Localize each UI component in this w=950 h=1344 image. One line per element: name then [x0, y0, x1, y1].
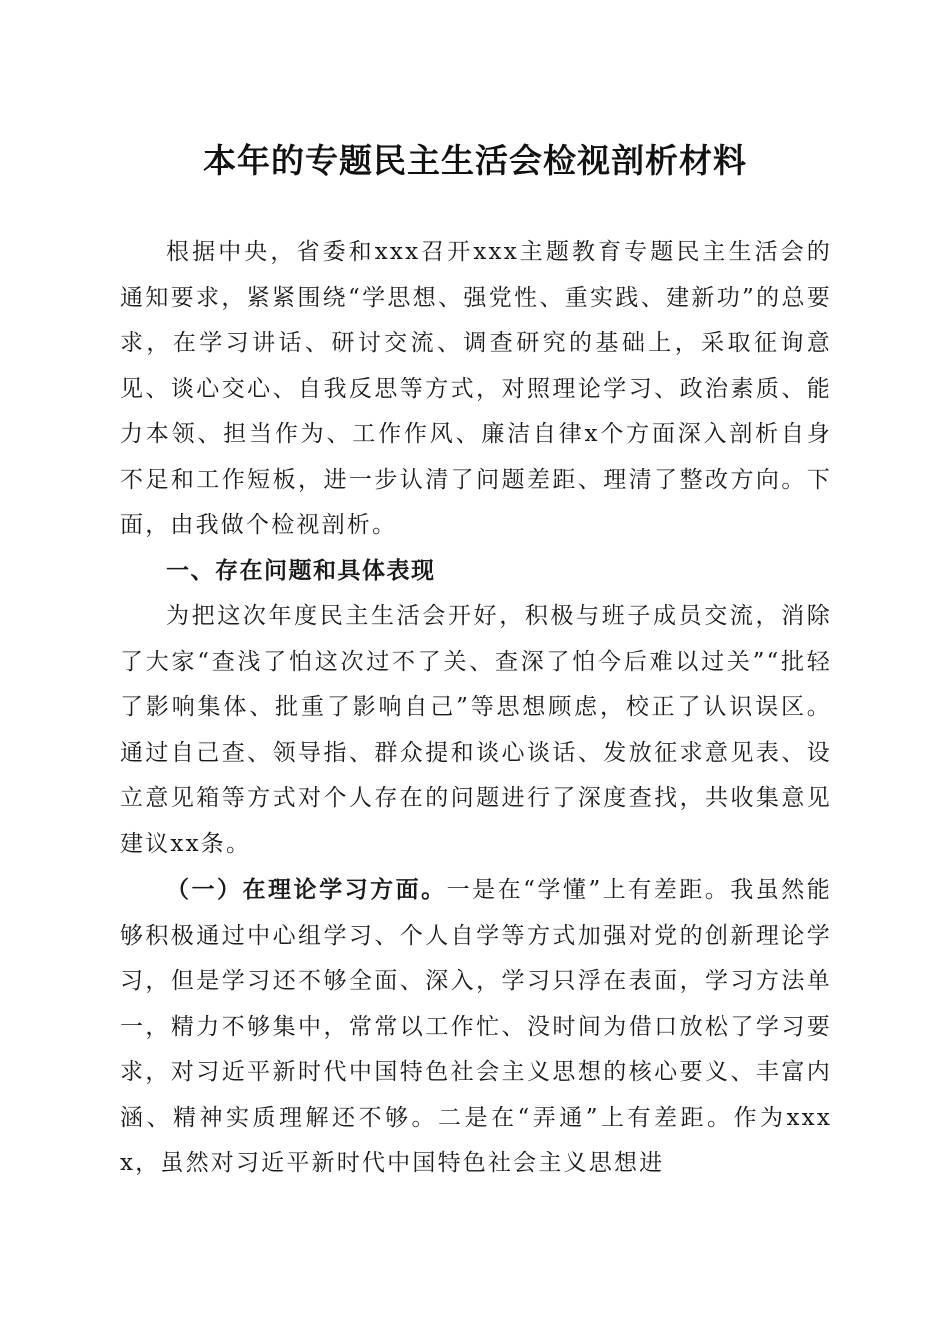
- subsection-text: 一是在“学懂”上有差距。我虽然能够积极通过中心组学习、个人自学等方式加强对党的创新理论学习，但是学习还不够全面、深入，学习只浮在表面，学习方法单一，精力不够集中，常常以工作忙、没时间为借口放松了学习要求，对习近平新时代中国特色社会主义思想的核心要义、丰富内涵、精神实质理解还不够。二是在“弄通”上有差距。作为xxxx，虽然对习近平新时代中国特色社会主义思想进: [120, 877, 833, 1176]
- section-paragraph: 为把这次年度民主生活会开好，积极与班子成员交流，消除了大家“查浅了怕这次过不了关、查深了怕今后难以过关”“批轻了影响集体、批重了影响自己”等思想顾虑，校正了认识误区。通过自己查、领导指、群众提和谈心谈话、发放征求意见表、设立意见箱等方式对个人存在的问题进行了深度查找，共收集意见建议xx条。: [120, 603, 832, 857]
- subsection-lead: （一）在理论学习方面。: [166, 876, 447, 903]
- intro-paragraph: 根据中央，省委和xxx召开xxx主题教育专题民主生活会的通知要求，紧紧围绕“学思想、强党性、重实践、建新功”的总要求，在学习讲话、研讨交流、调查研究的基础上，采取征询意见、谈心交心、自我反思等方式，对照理论学习、政治素质、能力本领、担当作为、工作作风、廉洁自律x个方面深入剖析自身不足和工作短板，进一步认清了问题差距、理清了整改方向。下面，由我做个检视剖析。: [120, 239, 832, 538]
- subsection-paragraph: [120, 867, 832, 1187]
- document-body: [120, 230, 832, 1187]
- section-heading: 一、存在问题和具体表现: [166, 557, 436, 584]
- document-title: 本年的专题民主生活会检视剖析材料: [203, 141, 747, 180]
